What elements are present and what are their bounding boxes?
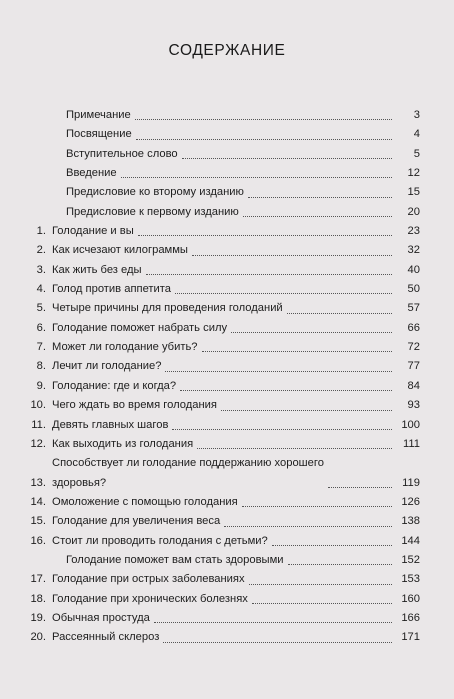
dot-leader [288,564,392,565]
toc-entry-number: 4. [36,283,46,296]
toc-entry-number: 9. [36,379,46,392]
dot-leader [197,448,392,449]
toc-entry [24,319,420,338]
toc-entry-number: 18. [30,592,46,605]
toc-entry-page-number: 40 [407,263,420,276]
toc-entry-page-number: 50 [407,283,420,296]
dot-leader [248,197,392,198]
dot-leader [328,487,392,488]
toc-entry-page-number: 72 [407,341,420,354]
toc-entry [24,416,420,435]
page-title: СОДЕРЖАНИЕ [168,42,286,59]
toc-entry-title: Как жить без еды [52,263,142,276]
toc-entry-title: Голодание при острых заболеваниях [52,573,245,586]
toc-entry-number: 12. [30,437,46,450]
toc-entry-title: Голодание поможет вам стать здоровыми [66,553,284,566]
toc-entry-title: Вступительное слово [66,147,178,160]
toc-entry-page-number: 126 [401,495,420,508]
toc-entry-title-continued: здоровья? [52,476,107,489]
toc-entry [24,377,420,396]
toc-entry-number: 10. [30,399,46,412]
toc-entry-page-number: 84 [407,379,420,392]
dot-leader [182,158,392,159]
dot-leader [135,119,392,120]
toc-entry-number: 14. [30,495,46,508]
toc-entry [24,590,420,609]
toc-entry-number: 13. [30,476,46,489]
toc-entry-number: 17. [30,573,46,586]
toc-entry-number: 16. [30,534,46,547]
dot-leader [146,274,392,275]
toc-entry-page-number: 166 [401,611,420,624]
toc-entry [24,145,420,164]
toc-entry-title: Голодание поможет набрать силу [52,321,228,334]
toc-entry-number: 6. [36,321,46,334]
toc-entry-number: 19. [30,611,46,624]
toc-entry-page-number: 152 [401,553,420,566]
toc-entry-page-number: 153 [401,573,420,586]
dot-leader [175,293,392,294]
dot-leader [243,216,392,217]
dot-leader [172,429,392,430]
toc-entry-page-number: 138 [401,515,420,528]
toc-entry-title: Предисловие ко второму изданию [66,186,244,199]
table-of-contents [24,106,420,648]
dot-leader [287,313,392,314]
toc-entry [24,435,420,454]
toc-entry-title: Способствует ли голодание поддержанию хорошего [52,457,324,470]
toc-entry-title: Посвящение [66,128,132,141]
toc-entry-number: 2. [36,244,46,257]
toc-entry [24,280,420,299]
toc-entry-number: 8. [36,360,46,373]
toc-entry-number: 1. [36,225,46,238]
toc-entry-page-number: 4 [413,128,420,141]
toc-entry-title: Предисловие к первому изданию [66,205,239,218]
toc-entry-page-number: 12 [407,167,420,180]
toc-entry-title: Голод против аппетита [52,283,172,296]
toc-entry-title: Как исчезают килограммы [52,244,188,257]
toc-entry-title: Лечит ли голодание? [52,360,162,373]
toc-entry-title: Может ли голодание убить? [52,341,198,354]
toc-entry [24,203,420,222]
toc-entry-title: Голодание и вы [52,225,134,238]
toc-entry-page-number: 100 [401,418,420,431]
toc-entry-title: Как выходить из голодания [52,437,194,450]
toc-entry-number: 3. [36,263,46,276]
toc-entry-title: Стоит ли проводить голодания с детьми? [52,534,268,547]
dot-leader [165,371,392,372]
toc-entry-page-number: 119 [402,476,420,489]
toc-entry [24,261,420,280]
toc-entry-title: Рассеянный склероз [52,631,160,644]
toc-entry-page-number: 15 [407,186,420,199]
toc-entry-page-number: 20 [407,205,420,218]
toc-entry-page-number: 111 [402,437,420,450]
dot-leader [121,177,392,178]
toc-entry [24,164,420,183]
toc-entry-number: 15. [30,515,46,528]
toc-entry-page-number: 5 [413,147,420,160]
toc-entry-title: Голодание для увеличения веса [52,515,221,528]
dot-leader [192,255,392,256]
toc-entry-page-number: 23 [407,225,420,238]
toc-entry-page-number: 144 [401,534,420,547]
toc-entry-page-number: 171 [401,631,420,644]
toc-entry [24,106,420,125]
toc-entry-page-number: 32 [407,244,420,257]
toc-entry [24,125,420,144]
toc-entry [24,512,420,531]
toc-entry-page-number: 77 [407,360,420,373]
toc-entry-title: Обычная простуда [52,611,150,624]
toc-entry [24,628,420,647]
toc-entry-number: 20. [30,631,46,644]
toc-entry-page-number: 57 [407,302,420,315]
toc-entry [24,338,420,357]
toc-entry-title: Девять главных шагов [52,418,169,431]
dot-leader [180,390,392,391]
dot-leader [221,410,392,411]
dot-leader [272,545,392,546]
toc-entry [24,551,420,570]
toc-entry [24,241,420,260]
dot-leader [249,584,392,585]
toc-entry [24,183,420,202]
toc-entry-title: Омоложение с помощью голодания [52,495,238,508]
dot-leader [138,235,392,236]
toc-entry-page-number: 3 [413,109,420,121]
toc-entry-page-number: 93 [407,399,420,412]
toc-entry [24,396,420,415]
dot-leader [224,526,392,527]
toc-entry-title: Четыре причины для проведения голоданий [52,302,283,315]
dot-leader [252,603,392,604]
toc-entry [24,532,420,551]
toc-entry [24,357,420,376]
toc-entry [24,493,420,512]
toc-entry [24,454,420,493]
toc-entry [24,609,420,628]
dot-leader [242,506,392,507]
toc-entry-title: Чего ждать во время голодания [52,399,217,412]
toc-entry-number: 11. [31,418,46,431]
toc-entry-title: Голодание при хронических болезнях [52,592,248,605]
toc-entry-number: 7. [36,341,46,354]
dot-leader [154,622,392,623]
toc-entry-title: Примечание [66,109,131,121]
dot-leader [136,139,392,140]
toc-entry-title: Введение [66,167,117,180]
toc-entry [24,299,420,318]
dot-leader [202,351,393,352]
toc-entry-page-number: 160 [401,592,420,605]
dot-leader [163,642,392,643]
toc-entry [24,222,420,241]
toc-entry-number: 5. [36,302,46,315]
toc-entry-page-number: 66 [407,321,420,334]
toc-entry-title: Голодание: где и когда? [52,379,177,392]
dot-leader [231,332,392,333]
toc-entry [24,570,420,589]
